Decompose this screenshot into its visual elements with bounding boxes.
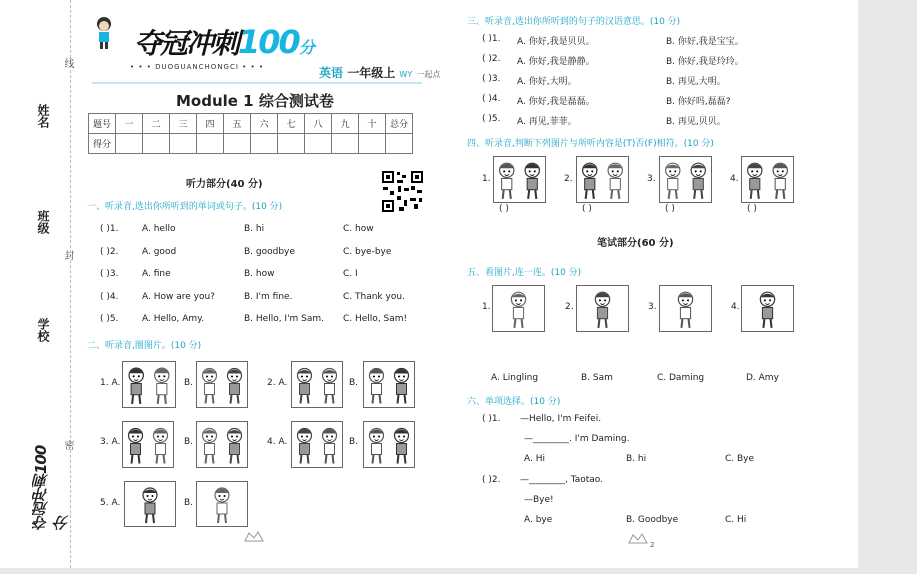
q6-1-option-c: C. Bye <box>725 454 755 464</box>
picture-option[interactable] <box>124 481 176 527</box>
match-option[interactable]: C. Daming <box>657 373 705 383</box>
q6-2-line1: —________, Taotao. <box>520 475 604 485</box>
option-b: B. hi <box>244 224 265 234</box>
option-a: A. hello <box>142 224 176 234</box>
option-b: B. 你好,我是玲玲。 <box>666 57 744 67</box>
tf-answer-blank[interactable]: ( ) <box>582 204 592 214</box>
picture-number: 4. <box>730 174 739 184</box>
option-c: C. I <box>343 269 358 279</box>
answer-bracket[interactable]: ( )4. <box>482 94 501 104</box>
match-option[interactable]: A. Lingling <box>491 373 539 383</box>
picture-number: 3. <box>647 174 656 184</box>
answer-bracket[interactable]: ( )1. <box>482 34 501 44</box>
brand-number: 100 <box>238 23 299 61</box>
picture-option-label: B. <box>349 437 359 447</box>
q6-1-option-a: A. Hi <box>524 454 545 464</box>
score-header-cell: 题号 <box>89 114 116 134</box>
exam-title: Module 1 综合测试卷 <box>176 92 334 110</box>
option-a: A. fine <box>142 269 171 279</box>
q6-1-line2: —________. I'm Daming. <box>524 434 630 444</box>
section6-title: 六、单项选择。(10 分) <box>467 397 561 407</box>
picture-number: 2. <box>564 174 573 184</box>
score-cell[interactable] <box>386 134 413 154</box>
subject-name: 英语 <box>319 66 344 80</box>
brand-text: 夺冠冲刺 <box>134 27 239 60</box>
tf-answer-blank[interactable]: ( ) <box>499 204 509 214</box>
mascot-icon <box>94 16 114 50</box>
listening-title: 听力部分(40 分) <box>186 179 263 190</box>
character-picture[interactable] <box>576 285 629 332</box>
qr-code-icon[interactable] <box>381 170 424 213</box>
section1-title: 一、听录音,选出你所听到的单词或句子。(10 分) <box>87 202 283 212</box>
character-picture[interactable] <box>492 285 545 332</box>
score-header-cell: 总分 <box>386 114 413 134</box>
school-label: 学校 <box>36 318 50 342</box>
option-b: B. I'm fine. <box>244 291 293 302</box>
character-picture[interactable] <box>659 285 712 332</box>
picture-option[interactable] <box>196 481 248 527</box>
name-label: 姓名 <box>36 104 50 128</box>
score-header-cell: 五 <box>224 114 251 134</box>
option-a: A. 你好,我是贝贝。 <box>517 37 595 47</box>
brand-fen: 分 <box>298 38 313 57</box>
picture-number: 4. <box>731 302 740 312</box>
edition-tag: 一起点 <box>416 70 441 79</box>
score-cell[interactable] <box>170 134 197 154</box>
score-cell[interactable] <box>305 134 332 154</box>
score-cell[interactable] <box>251 134 278 154</box>
score-header-cell: 九 <box>332 114 359 134</box>
answer-bracket[interactable]: ( )2. <box>482 54 501 64</box>
match-option[interactable]: D. Amy <box>746 373 779 383</box>
answer-bracket[interactable]: ( )3. <box>482 74 501 84</box>
score-header-cell: 十 <box>359 114 386 134</box>
score-cell[interactable] <box>332 134 359 154</box>
answer-bracket[interactable]: ( )2. <box>100 246 119 257</box>
match-option[interactable]: B. Sam <box>581 373 613 383</box>
picture-option[interactable] <box>291 361 343 408</box>
score-header-cell: 四 <box>197 114 224 134</box>
option-c: C. bye-bye <box>343 246 392 257</box>
option-b: B. 再见,贝贝。 <box>666 117 726 127</box>
score-table <box>88 113 413 154</box>
score-cell[interactable] <box>278 134 305 154</box>
answer-bracket[interactable]: ( )1. <box>100 224 119 234</box>
picture-option[interactable] <box>363 421 415 468</box>
picture-option-label: B. <box>184 437 194 447</box>
tf-answer-blank[interactable]: ( ) <box>665 204 675 214</box>
picture-option[interactable] <box>363 361 415 408</box>
option-b: B. Hello, I'm Sam. <box>244 314 325 324</box>
footer-doodle-icon <box>627 532 649 546</box>
option-c: C. how <box>343 224 374 234</box>
option-b: B. goodbye <box>244 246 295 257</box>
picture-option-label: 2. A. <box>267 378 288 388</box>
score-label-cell: 得分 <box>89 134 116 154</box>
score-header-cell: 二 <box>143 114 170 134</box>
score-header-cell: 八 <box>305 114 332 134</box>
picture-option[interactable] <box>291 421 343 468</box>
brand-pinyin: • • • DUOGUANCHONGCI • • • <box>130 63 264 71</box>
picture-number: 1. <box>482 174 491 184</box>
option-b: B. 再见,大明。 <box>666 77 726 87</box>
picture-option-label: 4. A. <box>267 437 288 447</box>
section4-title: 四、听录音,判断下列图片与所听内容是(T)否(F)相符。(10 分) <box>467 139 714 149</box>
picture-number: 1. <box>482 302 491 312</box>
option-a: A. 你好,我是磊磊。 <box>517 97 595 107</box>
wy-tag: WY <box>399 70 413 79</box>
footer-doodle-icon <box>243 530 265 544</box>
picture-option-label: 1. A. <box>100 378 121 388</box>
score-cell[interactable] <box>116 134 143 154</box>
picture-option-label: B. <box>184 378 194 388</box>
option-b: B. 你好吗,磊磊? <box>666 97 731 107</box>
picture-option-label: B. <box>349 378 359 388</box>
page-number: 2 <box>650 541 655 549</box>
tf-picture[interactable] <box>576 156 629 203</box>
answer-bracket[interactable]: ( )4. <box>100 291 119 302</box>
binding-strip <box>0 0 71 568</box>
grade-label: 一年级上 <box>347 66 396 80</box>
q6-1-number: ( )1. <box>482 414 501 424</box>
section3-title: 三、听录音,选出你所听到的句子的汉语意思。(10 分) <box>467 17 681 27</box>
seal-mark: 封 <box>62 250 73 260</box>
picture-number: 3. <box>648 302 657 312</box>
score-header-cell: 六 <box>251 114 278 134</box>
score-header-cell: 一 <box>116 114 143 134</box>
picture-option[interactable] <box>196 361 248 408</box>
picture-option-label: 5. A. <box>100 498 121 508</box>
picture-option-label: B. <box>184 498 194 508</box>
side-brand-logo: 夺冠冲刺100分 <box>32 445 71 530</box>
character-picture[interactable] <box>741 285 794 332</box>
q6-1-option-b: B. hi <box>626 454 647 464</box>
score-cell[interactable] <box>359 134 386 154</box>
picture-number: 2. <box>565 302 574 312</box>
section2-title: 二、听录音,圈图片。(10 分) <box>87 341 202 351</box>
option-a: A. good <box>142 246 177 257</box>
option-b: B. 你好,我是宝宝。 <box>666 37 744 47</box>
tf-picture[interactable] <box>493 156 546 203</box>
score-header-cell: 七 <box>278 114 305 134</box>
score-header-row <box>89 114 413 134</box>
line-mark: 线 <box>62 58 73 68</box>
score-value-row <box>89 134 413 154</box>
answer-bracket[interactable]: ( )5. <box>482 114 501 124</box>
subject-label <box>319 64 440 81</box>
picture-option[interactable] <box>122 361 176 408</box>
q6-2-option-a: A. bye <box>524 515 553 525</box>
picture-option[interactable] <box>196 421 248 468</box>
q6-2-number: ( )2. <box>482 475 501 485</box>
tf-picture[interactable] <box>659 156 712 203</box>
q6-2-line2: —Bye! <box>524 495 554 505</box>
option-c: C. Thank you. <box>343 291 405 302</box>
answer-bracket[interactable]: ( )5. <box>100 314 119 324</box>
picture-option-label: 3. A. <box>100 437 121 447</box>
section5-title: 五、看图片,连一连。(10 分) <box>467 268 582 278</box>
secret-mark: 密 <box>62 440 73 450</box>
option-a: A. 你好,大明。 <box>517 77 577 87</box>
q6-2-option-b: B. Goodbye <box>626 515 679 525</box>
q6-2-option-c: C. Hi <box>725 515 747 525</box>
option-a: A. How are you? <box>142 291 215 302</box>
option-a: A. 再见,菲菲。 <box>517 117 577 127</box>
tf-answer-blank[interactable]: ( ) <box>747 204 757 214</box>
option-b: B. how <box>244 269 275 279</box>
score-cell[interactable] <box>224 134 251 154</box>
option-c: C. Hello, Sam! <box>343 314 408 324</box>
option-a: A. 你好,我是静静。 <box>517 57 595 67</box>
score-cell[interactable] <box>197 134 224 154</box>
header-divider <box>92 82 422 84</box>
picture-option[interactable] <box>122 421 174 468</box>
brand-logo <box>134 22 313 62</box>
option-a: A. Hello, Amy. <box>142 314 205 324</box>
tf-picture[interactable] <box>741 156 794 203</box>
class-label: 班级 <box>36 210 50 234</box>
answer-bracket[interactable]: ( )3. <box>100 269 119 279</box>
score-header-cell: 三 <box>170 114 197 134</box>
q6-1-line1: —Hello, I'm Feifei. <box>520 414 602 424</box>
score-cell[interactable] <box>143 134 170 154</box>
written-title: 笔试部分(60 分) <box>597 238 674 249</box>
